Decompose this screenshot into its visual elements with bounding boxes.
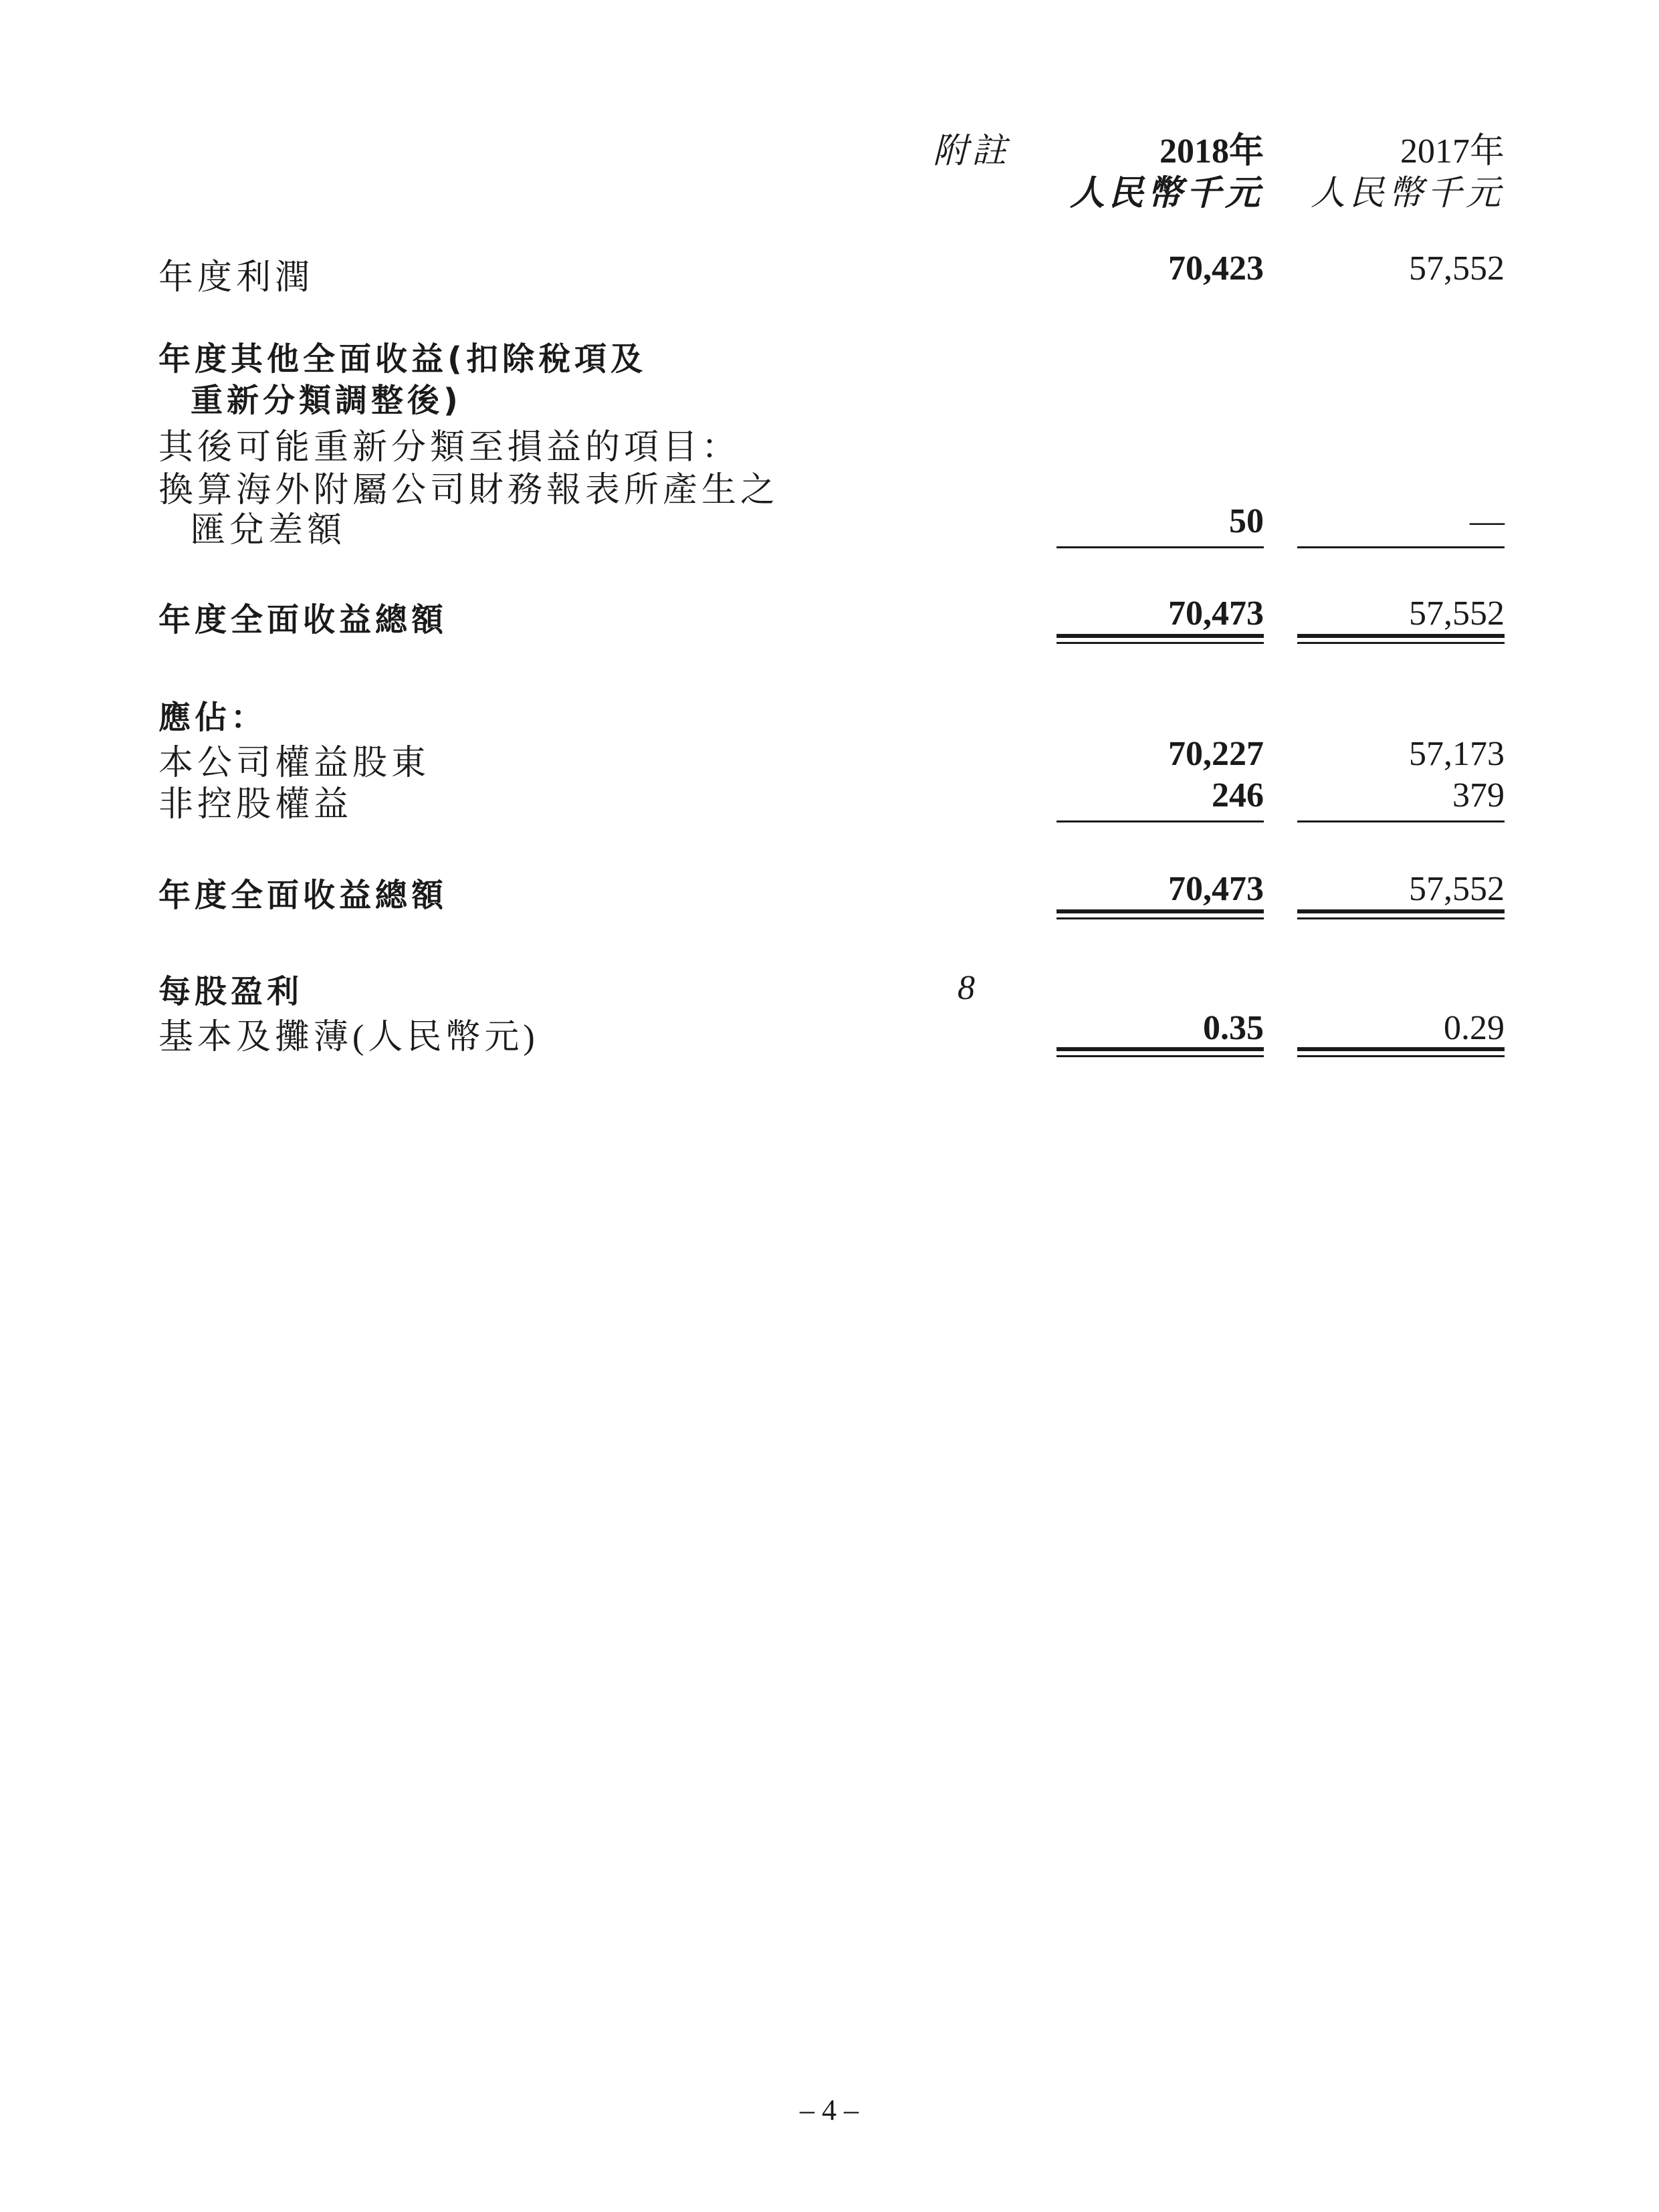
total-rule-2017-2b [1297, 917, 1505, 919]
note-column-header: 附註 [933, 132, 1011, 171]
total-ci-2018-2: 70,473 [1168, 870, 1264, 908]
unit-2017-header: 人民幣千元 [1310, 175, 1505, 213]
total-rule-2017-3b [1297, 1055, 1505, 1057]
total-ci-label-2: 年度全面收益總額 [158, 877, 448, 914]
eps-note-ref: 8 [958, 969, 975, 1007]
total-ci-2017-2: 57,552 [1409, 870, 1505, 908]
total-ci-2017-1: 57,552 [1409, 594, 1505, 633]
subtotal-rule-2017 [1297, 546, 1505, 548]
year-2018-header: 2018年 [1159, 132, 1264, 171]
page-number: – 4 – [800, 2094, 859, 2126]
nci-2017: 379 [1452, 776, 1505, 814]
fx-diff-label-line2: 匯兌差額 [191, 512, 346, 550]
fx-diff-2017: — [1470, 502, 1505, 540]
total-rule-2018-3a [1057, 1047, 1264, 1051]
eps-heading: 每股盈利 [158, 973, 304, 1010]
eps-basic-2018: 0.35 [1203, 1009, 1264, 1047]
subtotal-rule-2017-2 [1297, 820, 1505, 822]
total-rule-2018-1b [1057, 642, 1264, 644]
owners-2017: 57,173 [1409, 735, 1505, 773]
total-rule-2018-1a [1057, 634, 1264, 638]
total-rule-2018-3b [1057, 1055, 1264, 1057]
nci-label: 非控股權益 [158, 786, 353, 824]
attributable-heading: 應佔： [158, 699, 267, 736]
fx-diff-label-line1: 換算海外附屬公司財務報表所產生之 [158, 471, 780, 510]
profit-for-year-label: 年度利潤 [158, 259, 314, 297]
total-rule-2018-2b [1057, 917, 1264, 919]
fx-diff-2018: 50 [1229, 502, 1264, 540]
total-ci-2018-1: 70,473 [1168, 594, 1264, 633]
total-rule-2017-1b [1297, 642, 1505, 644]
profit-for-year-2018: 70,423 [1168, 249, 1264, 288]
oci-heading-line2: 重新分類調整後) [191, 382, 462, 419]
owners-2018: 70,227 [1168, 735, 1264, 773]
total-rule-2017-1a [1297, 634, 1505, 638]
oci-heading-line1: 年度其他全面收益(扣除稅項及 [158, 340, 647, 378]
eps-basic-label: 基本及攤薄(人民幣元) [158, 1018, 539, 1057]
year-2017-header: 2017年 [1400, 132, 1505, 171]
oci-subheading: 其後可能重新分類至損益的項目： [158, 429, 741, 467]
nci-2018: 246 [1212, 776, 1264, 814]
profit-for-year-2017: 57,552 [1409, 249, 1505, 288]
owners-label: 本公司權益股東 [158, 744, 431, 782]
eps-basic-2017: 0.29 [1444, 1009, 1505, 1047]
total-ci-label-1: 年度全面收益總額 [158, 601, 448, 639]
total-rule-2018-2a [1057, 909, 1264, 913]
subtotal-rule-2018 [1057, 546, 1264, 548]
subtotal-rule-2018-2 [1057, 820, 1264, 822]
total-rule-2017-3a [1297, 1047, 1505, 1051]
total-rule-2017-2a [1297, 909, 1505, 913]
unit-2018-header: 人民幣千元 [1069, 175, 1264, 213]
